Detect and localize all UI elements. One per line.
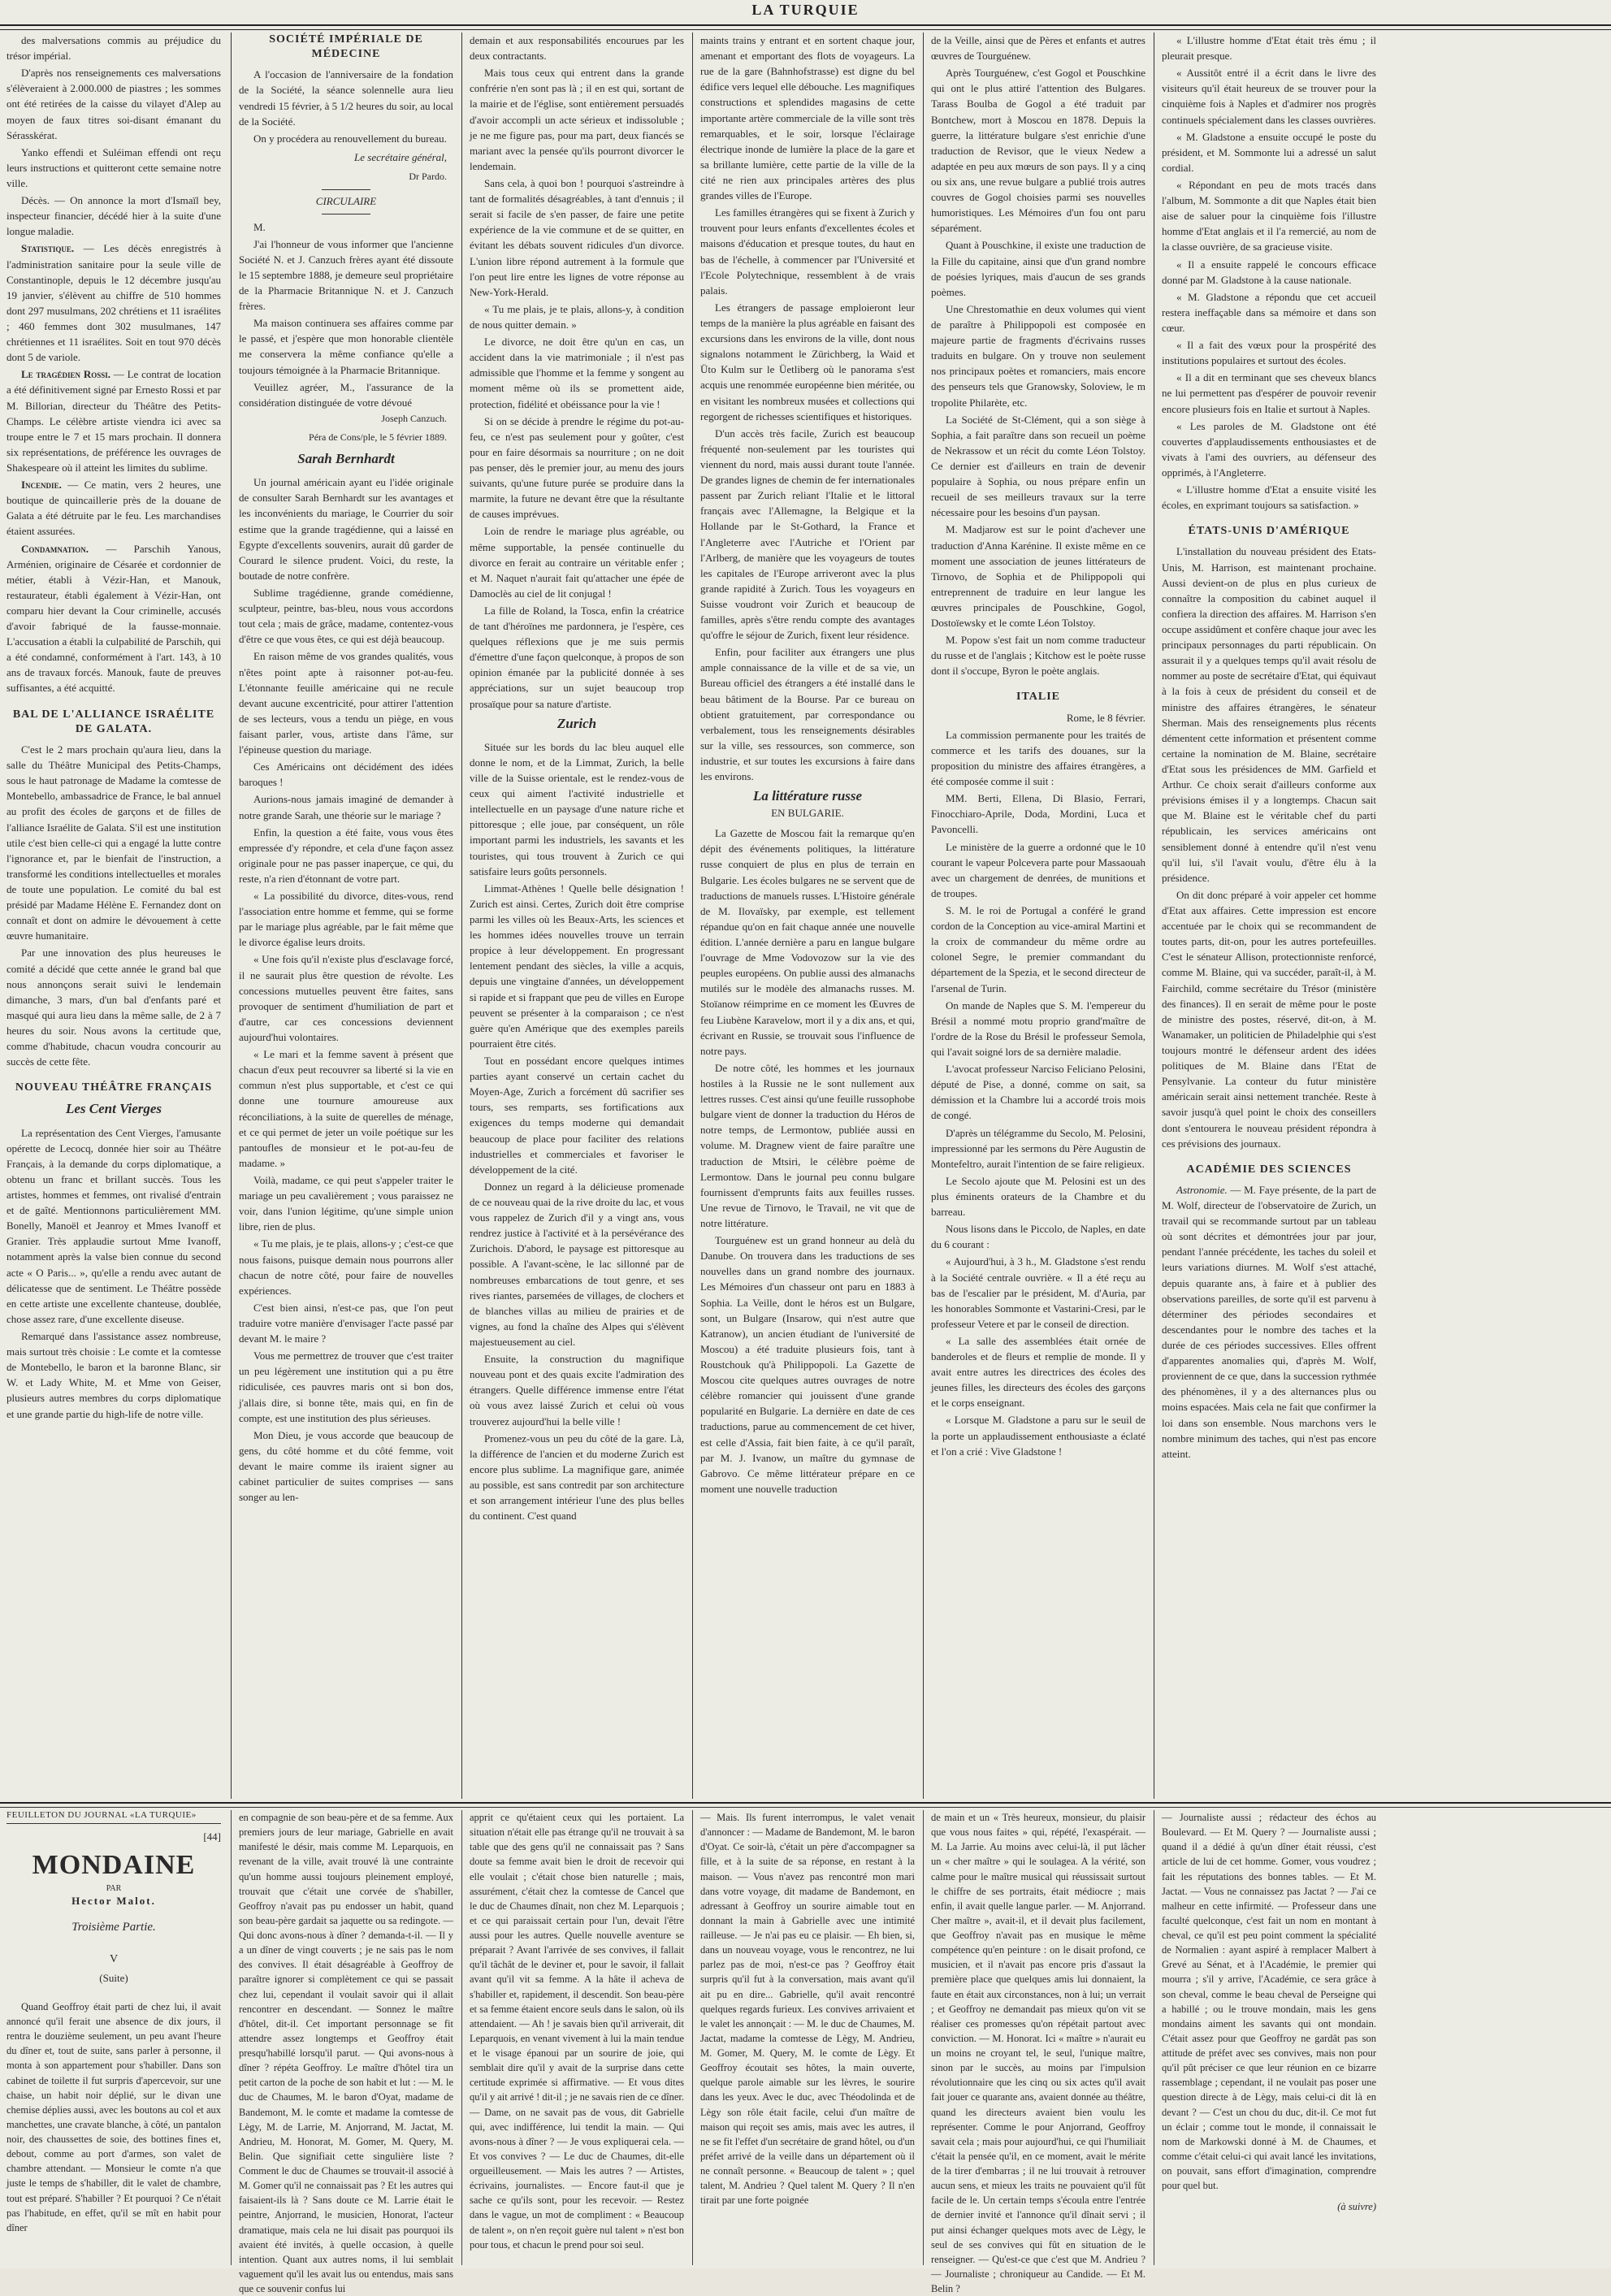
column-4 xyxy=(700,32,915,1799)
paragraph-lead: Statistique. xyxy=(21,242,75,255)
paragraph: Le tragédien Rossi. — Le contrat de location a été définitivement signé par Ernesto Rossi et par M. Billorian, directeur du Théâtre des Petits-Champs. Le célèbre artiste viendra ici avec sa troupe entre le 7 et 15 mars prochain. Il donnera six représentations, de préférence les ouvrages de Shakespeare où il atteint les limites du sublime. xyxy=(6,368,221,474)
paragraph: « Les paroles de M. Gladstone ont été couvertes d'applaudissements enthousiastes et de vivats à l'ami des ouvriers, au défenseur des opprimés, à l'Angleterre. xyxy=(1162,419,1376,479)
section-heading: ACADÉMIE DES SCIENCES xyxy=(1186,1163,1352,1176)
paragraph: M. xyxy=(253,220,266,233)
paragraph: Le ministère de la guerre a ordonné que le 10 courant le vapeur Polcevera parte pour Massaouah avec un chargement de denrées, de munitions et de troupes. xyxy=(931,840,1145,899)
column-divider xyxy=(692,32,693,1799)
section-heading: CIRCULAIRE xyxy=(315,194,377,207)
paragraph: des malversations commis au préjudice du trésor impérial. xyxy=(6,34,221,63)
paragraph: Sans cela, à quoi bon ! pourquoi s'astreindre à tant de formalités désagréables, à tant d'ennuis ; il serait si facile de s'en passer, de faire une petite expérience de la vie commune et de se quitter, en évitant les débats souvent ridicules d'un divorce. L'union libre répond autrement à la formule que l'on peut lire entre les lignes de votre réponse au New-York-Herald. xyxy=(470,176,684,298)
paragraph: « L'illustre homme d'Etat était très ému ; il pleurait presque. xyxy=(1162,34,1376,63)
paragraph: « M. Gladstone a répondu que cet accueil restera ineffaçable dans sa mémoire et dans son cœur. xyxy=(1162,290,1376,334)
paragraph: Après Tourguénew, c'est Gogol et Pouschkine qui ont le plus attiré l'attention des Bulgares. Tarass Boulba de Gogol a été traduit par Bontchew, mort à Moscou en 1878. Depuis la guerre, la littérature bulgare s'est enrichie d'une traduction de Revisor, que le vieux Nedew a adaptée en peu aux mœurs de son pays. Il y a cinq ou six ans, une revue bulgare a publié trois autres couvres de Gogol choisies parmi ses nouvelles humoristiques. Les Mémoires d'un fou ont paru séparément. xyxy=(931,67,1145,235)
paragraph: Par une innovation des plus heureuses le comité a décidé que cette année le grand bal que nous annonçons serait suivi le lendemain dimanche, 3 mars, d'un bal d'enfants paré et masqué qui aura lieu dans la même salle, de 2 à 7 heures du soir. Nous avons la certitude que, comme d'habitude, chacun voudra concourir au succès de cette fête. xyxy=(6,947,221,1068)
section-heading: BAL DE L'ALLIANCE ISRAÉLITE DE GALATA. xyxy=(12,708,215,735)
signature: Péra de Cons/ple, le 5 février 1889. xyxy=(309,431,447,444)
paragraph-lead: Astronomie. xyxy=(1176,1183,1228,1196)
paragraph: Une Chrestomathie en deux volumes qui vient de paraître à Philippopoli est composée en majeure partie de fragments d'écrivains russes traduits en bulgare. On y trouve non seulement nos principaux poètes et romanciers, mais encore des penseurs tels que Granowsky, Soloview, le m tropolite Philarète, etc. xyxy=(931,302,1145,409)
paragraph: Voilà, madame, ce qui peut s'appeler traiter le mariage un peu cavalièrement ; vous paraissez ne voir, dans l'union légitime, qu'une simple union libre, rien de plus. xyxy=(239,1174,453,1233)
column-divider xyxy=(923,1810,924,2265)
paragraph: A l'occasion de l'anniversaire de la fondation de la Société, la séance solennelle aura lieu vendredi 15 février, à 5 1/2 heures du soir, au local de la Société. xyxy=(239,68,453,128)
paragraph: Quand Geoffroy était parti de chez lui, il avait annoncé qu'il ferait une absence de dix jours, il rentra le douzième seulement, un peu avant l'heure du dîner et, tout de suite, sans parler à personne, il monta à son appartement pour s'habiller. Dans son cabinet de toilette il fut surpris d'apercevoir, sur une chaise, un habit noir déplié, sur le divan une chemise déplies aussi, avec les boutons au col et aux manchettes, une cravate blanche, à côté, un pantalon noir, des chaussettes de soie, des bottines fines et, debout, comme au port d'armes, son valet de chambre attendant. — Monsieur le comte n'a que juste le temps de s'habiller, dit le valet de chambre, tout est préparé. S'habiller ? Et pourquoi ? Ce n'était pas l'habitude, en effet, qu'il se mît en habit pour dîner xyxy=(6,2000,221,2233)
paragraph: J'ai l'honneur de vous informer que l'ancienne Société N. et J. Canzuch frères ayant été dissoute le 15 septembre 1888, je demeure seul propriétaire de la Pharmacie Britannique N. et J. Canzuch frères. xyxy=(239,237,453,313)
paragraph: Ces Américains ont décidément des idées baroques ! xyxy=(239,760,453,789)
paragraph: La fille de Roland, la Tosca, enfin la créatrice de tant d'héroïnes me pardonnera, je l'espère, ces quelques réflexions que je me suis permis d'émettre d'une façon quelconque, à propos de son opinion émanée par la publicité donnée à ses appréciations, sur un sujet beaucoup trop prosaïque pour sa nature d'artiste. xyxy=(470,604,684,710)
paragraph: Donnez un regard à la délicieuse promenade de ce nouveau quai de la rive droite du lac, et vous vous rappelez de Zurich d'il y a vingt ans, vous rendrez justice à l'activité et à la persévérance des Zurichois. D'abord, le paysage est pittoresque au possible. A l'avant-scène, le lac sillonné par de nombreuses embarcations de tout genre, et ses rives riantes, parsemées de villages, de clochers et de blanches villas au milieu de prairies et de vignes, au fond la chaîne des Alpes qui s'élèvent majestueusement au ciel. xyxy=(470,1180,684,1348)
feuilleton-title: MONDAINE xyxy=(32,1850,196,1880)
signature: Le secrétaire général, xyxy=(354,150,447,163)
paragraph: Incendie. — Ce matin, vers 2 heures, une boutique de quincaillerie près de la douane de Galata a été détruite par le feu. Les marchandises étaient assurées. xyxy=(6,479,221,538)
paragraph: Le divorce, ne doit être qu'un en cas, un accident dans la vie matrimoniale ; il n'est pas admissible que l'homme et la femme y songent au moment même où ils se promettent aide, protection, fidélité et obéissance pour la vie ! xyxy=(470,336,684,410)
section-subheading: Les Cent Vierges xyxy=(65,1101,162,1117)
paragraph: Le Secolo ajoute que M. Pelosini est un des plus éminents orateurs de la Chambre et du barreau. xyxy=(931,1174,1145,1219)
paragraph: M. Popow s'est fait un nom comme traducteur du russe et de l'anglais ; Kitchow est le poète russe dont il s'occupe, Byron le poète anglais. xyxy=(931,634,1145,678)
paragraph: D'après un télégramme du Secolo, M. Pelosini, impressionné par les sermons du Père Augustin de Montefeltro, aurait l'intention de se faire religieux. xyxy=(931,1126,1145,1170)
section-heading: SOCIÉTÉ IMPÉRIALE DE MÉDECINE xyxy=(269,33,423,61)
column-divider xyxy=(923,32,924,1799)
feuilleton-part: Troisième Partie. xyxy=(71,1921,156,1934)
section-subheading: Sarah Bernhardt xyxy=(297,451,395,467)
paragraph: « La possibilité du divorce, dites-vous, rend l'association entre homme et femme, qui se forme par le mariage plus agréable, par le fait même que le divorce égalise leurs droits. xyxy=(239,890,453,949)
paragraph: Aurions-nous jamais imaginé de demander à notre grande Sarah, une théorie sur le mariage ? xyxy=(239,793,453,821)
feuilleton-number: [44] xyxy=(203,1830,221,1843)
paragraph: Remarqué dans l'assistance assez nombreuse, mais surtout très choisie : Le comte et la comtesse de Montebello, le baron et la baronne Blanc, sir W. et Lady White, M. et Mme von Geiser, plusieurs autres membres du corps diplomatique et une grande partie du high-life de notre ville. xyxy=(6,1329,221,1420)
column-1 xyxy=(6,32,221,1799)
paragraph: C'est bien ainsi, n'est-ce pas, que l'on peut traduire votre manière d'envisager l'acte passé par devant M. le maire ? xyxy=(239,1301,453,1345)
feuilleton-column-1 xyxy=(6,1810,221,2267)
paragraph: Les familles étrangères qui se fixent à Zurich y trouvent pour leurs enfants d'excellentes écoles et maisons d'éducation et presque toutes, du haut en bas de l'échelle, à commencer par l'Université et l'Ecole Polytechnique, ressemblent à de vrais palais. xyxy=(700,206,915,297)
column-divider xyxy=(461,32,462,1799)
paragraph: Mon Dieu, je vous accorde que beaucoup de gens, du côté homme et du côté femme, voit devant le maire comme ils iraient signer au cabinet particulier de suites comprises — sans songer au len- xyxy=(239,1428,453,1504)
section-heading: NOUVEAU THÉÂTRE FRANÇAIS xyxy=(15,1081,213,1094)
paragraph-lead: Condamnation. xyxy=(21,542,89,555)
paragraph: « Il a dit en terminant que ses cheveux blancs ne lui permettent pas d'espérer de pouvoir revenir encore plusieurs fois en Italie et surtout à Naples. xyxy=(1162,371,1376,415)
paragraph: La commission permanente pour les traités de commerce et les tarifs des douanes, sur la proposition du ministre des affaires étrangères, a été composée comme il suit : xyxy=(931,728,1145,788)
paragraph: Décès. — On annonce la mort d'Ismaïl bey, inspecteur financier, décédé hier à la suite d'une longue maladie. xyxy=(6,194,221,238)
paragraph: Enfin, pour faciliter aux étrangers une plus ample connaissance de la ville et de sa vie, un Bureau officiel des étrangers a été installé dans le beau bâtiment de la Bourse. Par ce bureau on obtient gratuitement, par correspondance ou verbalement, tous les renseignements désirables sur la ville, ses ressources, son commerce, son industrie, et sur toutes les excursions à faire dans les environs. xyxy=(700,646,915,783)
paragraph: L'avocat professeur Narciso Feliciano Pelosini, député de Pise, a donné, comme on sait, sa démission et la Chambre lui a accordé trois mois de congé. xyxy=(931,1063,1145,1122)
paragraph: « Tu me plais, je te plais, allons-y ; c'est-ce que nous faisons, puisque demain nous pourrons aller chacun de notre côté, pour faire de nouvelles expériences. xyxy=(239,1237,453,1297)
paragraph: Condamnation. — Parschih Yanous, Arménien, originaire de Césarée et cordonnier de métier, établi à Vézir-Han, et Manouk, restaurateur, établi également à Vézir-Han, ont comparu hier devant la Cour criminelle, accusés d'avoir fabriqué de la fausse-monnaie. L'accusation a établi la culpabilité de Parschih, qui a été condamné, conformément à l'art. 143, à 10 ans de travaux forcés. Manouk, faute de preuves suffisantes, a été acquitté. xyxy=(6,542,221,695)
paragraph: « Le mari et la femme savent à présent que chacun d'eux peut recouvrer sa liberté si la vie en commun n'est plus supportable, et c'est ce qui donne une tournure amoureuse aux réconciliations, à la suite de querelles de ménage, et ce qui permet de jeter un voile poétique sur les pantoufles de monsieur et le pot-au-feu de madame. » xyxy=(239,1048,453,1169)
to-be-continued: (à suivre) xyxy=(1337,2201,1376,2213)
paragraph: « M. Gladstone a ensuite occupé le poste du président, et M. Sommonte lui a adressé un salut cordial. xyxy=(1162,130,1376,174)
feuilleton-column-4 xyxy=(700,1810,915,2267)
top-rule xyxy=(0,24,1611,30)
paragraph: « Il a fait des vœux pour la prospérité des institutions populaires et surtout des écoles. xyxy=(1162,339,1376,367)
paragraph: « L'illustre homme d'Etat a ensuite visité les écoles, en exprimant toujours sa satisfaction. » xyxy=(1162,483,1376,512)
paragraph: Statistique. — Les décès enregistrés à l'administration sanitaire pour la seule ville de Constantinople, depuis le 12 décembre jusqu'au 19 janvier, s'élèvent au chiffre de 510 hommes dont 297 musulmans, 202 chrétiens et 11 israélites ; 460 femmes dont 302 musulmanes, 147 chrétiennes et 11 israélites. Soit en tout 970 décès dont 5 de variole. xyxy=(6,242,221,364)
column-5 xyxy=(931,32,1145,1799)
column-6a xyxy=(1162,32,1376,1799)
feuilleton-column-3 xyxy=(470,1810,684,2267)
feuilleton-column-5 xyxy=(931,1810,1145,2294)
paragraph: Les étrangers de passage emploieront leur temps de la manière la plus agréable en faisant des excursions dans les environs de la ville, dont nous signalons notamment le Zürichberg, la Waid et Üto Kulm sur le Üetliberg où le panorama s'est acquis une renommée européenne bien méritée, ou en visitant les nombreux musées et collections qui regorgent de richesses scientifiques et historiques. xyxy=(700,301,915,422)
section-subheading: La littérature russe xyxy=(752,788,863,804)
signature: Joseph Canzuch. xyxy=(381,412,447,424)
paragraph: Sublime tragédienne, grande comédienne, sculpteur, peintre, bas-bleu, nous vous accordons tout cela ; mais de grâce, madame, contentez-vous d'être ce que vous êtes, ce qui est déjà beaucoup. xyxy=(239,586,453,646)
paragraph: « Lorsque M. Gladstone a paru sur le seuil de la porte un applaudissement enthousiaste a éclaté et l'on a crié : Vive Gladstone ! xyxy=(931,1414,1145,1458)
paragraph: Ensuite, la construction du magnifique nouveau pont et des quais excite l'admiration des étrangers. Quelle différence immense entre l'état où vous avez laissé Zurich et celui où vous trouverez aujourd'hui la belle ville ! xyxy=(470,1353,684,1427)
paragraph: « Aujourd'hui, à 3 h., M. Gladstone s'est rendu à la Société centrale ouvrière. « Il a été reçu au bas de l'escalier par le président, M. d'Auria, par les honorables Sommonte et Vastarini-Cresi, par le professeur Vetere et par le conseil de direction. xyxy=(931,1255,1145,1330)
paragraph: Astronomie. — M. Faye présente, de la part de M. Wolf, directeur de l'observatoire de Zurich, un travail qui se recommande surtout par un tableau où sont décrites et démontrées jour par jour, pendant l'année précédente, les taches du soleil et leurs variations diurnes. M. Wolf s'est attaché, depuis quarante ans, à faire et à publier des observations pareilles, de sorte qu'il est parvenu à déterminer des périodes secondaires et descendantes pour le nombre des taches et la durée de ces périodes successives. Elles offrent d'apparentes anomalies qui, d'après M. Wolf, proviennent de ce que, dans la succession rythmée des phénomènes, il y a des alternances plus ou moins espacées. Mais cela ne fait que confirmer la loi dans son ensemble. Nous marchons vers le nombre minimum des taches, qui n'est pas encore atteint. xyxy=(1162,1183,1376,1460)
paragraph: « Aussitôt entré il a écrit dans le livre des visiteurs qu'il était heureux de se trouver pour la cinquième fois à Naples et d'admirer nos progrès continuels spécialement dans les classes ouvrières. xyxy=(1162,67,1376,126)
column-divider xyxy=(231,32,232,1799)
paragraph: « Tu me plais, je te plais, allons-y, à condition de nous quitter demain. » xyxy=(470,302,684,331)
feuilleton-header: FEUILLETON DU JOURNAL «LA TURQUIE» xyxy=(6,1810,221,1824)
paragraph: Si on se décide à prendre le régime du pot-au-feu, ce n'est pas seulement pour y goûter, c'est pour en faire désormais sa nourriture ; on ne doit pas penser, dès le premier jour, au menu des jours suivants, qu'une future purée se produire dans la marmite, la future ne devant être que la résultante de causes imprévues. xyxy=(470,414,684,521)
paragraph: La Gazette de Moscou fait la remarque qu'en dépit des événements politiques, la littérature russe conquiert de plus en plus de terrain en Bulgarie. Les écoles bulgares ne se servent que de traductions de manuels russes. L'Histoire générale de M. Ilovaïsky, par exemple, est tellement répandue qu'on en fait chaque année une nouvelle édition. L'année dernière a paru en langue bulgare l'ouvrage de Mme Vodovozow sur la vie des peuples européens. On publie aussi des almanachs mutilés sur le modèle des almanachs russes. M. Stoïanow réimprime en ce moment les Œuvres de feu Liubène Karavelow, mort il y a dix ans, et qui, écrivant en Russie, se trouvait sous l'influence de notre pays. xyxy=(700,827,915,1057)
paragraph: Enfin, la question a été faite, vous vous êtes empressée d'y répondre, et cela d'une façon assez originale pour ne pas passer inaperçue, ce qui, du reste, n'a rien d'étonnant de votre part. xyxy=(239,825,453,885)
paragraph: demain et aux responsabilités encourues par les deux contractants. xyxy=(470,34,684,63)
paragraph: Ma maison continuera ses affaires comme par le passé, et j'espère que mon honorable clientèle me conservera la même confiance qu'elle a toujours témoignée à la Pharmacie Britannique. xyxy=(239,317,453,376)
paragraph: De notre côté, les hommes et les journaux hostiles à la Russie ne le sont nullement aux lettres russes. C'est ainsi qu'une feuille russophobe bulgare vient de donner la traduction du Héros de notre temps, de Lermontow, publiée aussi en volume. M. Dragnew vient de faire paraître une traduction de Mtsiri, le célèbre poème de Lermontow. Dans le journal peu connu bulgare fournissent d'emprunts faits aux feuilles russes. Une revue de Tirnovo, le Travail, ne vit que de notre littérature. xyxy=(700,1061,915,1229)
paragraph: Située sur les bords du lac bleu auquel elle donne le nom, et de la Limmat, Zurich, la belle ville de la Suisse orientale, est le rendez-vous de ceux qui aiment l'activité industrielle et intellectuelle en un paysage d'une nature riche et pittoresque ; elle joue, par conséquent, un rôle important parmi les industriels, les savants et les touristes, qui tous trouvent à Zurich ce qui satisfaire leurs goûts personnels. xyxy=(470,740,684,877)
feuilleton-rule xyxy=(0,1802,1611,1808)
paragraph: maints trains y entrant et en sortent chaque jour, amenant et emportant des flots de voyageurs. La rue de la gare (Bahnhofstrasse) est digne du bel édifice vers lequel elle débouche. Les magnifiques constructions et splendides magasins de cette importante artère commerciale de la ville sont très remarquables, et le soir, lorsque l'éclairage électrique inonde de lumière la place de la gare et sa brillante lumière, cette partie de la ville de la cité ne rien aux principales artères des plus grandes villes de l'Europe. xyxy=(700,34,915,202)
paragraph: Vous me permettrez de trouver que c'est traiter un peu légèrement une institution qui a pu être ridiculisée, ces pauvres maris ont si bon dos, j'allais dire, si bonne tête, mais qui, en fin de compte, est une institution des plus sérieuses. xyxy=(239,1349,453,1424)
feuilleton-suite: (Suite) xyxy=(99,1972,128,1985)
feuilleton-column-6 xyxy=(1162,1810,1376,2267)
paragraph: C'est le 2 mars prochain qu'aura lieu, dans la salle du Théâtre Municipal des Petits-Champs, sous le haut patronage de Madame la comtesse de Montebello, ambassadrice de France, le bal annuel au profit des écoles de garçons et de filles de l'alliance Israélite de Galata. S'il est une institution utile c'est bien celle-ci qui a engagé la lutte contre l'ignorance et, par le bienfait de l'instruction, a transformé les conditions intellectuelles et morales de toute une population. Le comité du bal est présidé par Madame Hélène E. Fernandez dont on connaît et dont on admire le dévouement à cette œuvre humanitaire. xyxy=(6,743,221,942)
paragraph: Limmat-Athènes ! Quelle belle désignation ! Zurich est ainsi. Certes, Zurich doit être comprise parmi les villes où les Beaux-Arts, les sciences et les hommes idées nouvelles trouve un terrain propice à leur développement. En progressant lentement pendant des siècles, la ville a acquis, depuis une vingtaine d'années, un développement si rapide et si frappant que peu de villes en Europe peuvent se présenter à la comparaison ; ce n'est guère qu'en Amérique que des exemples pareils pourraient être cités. xyxy=(470,882,684,1050)
section-heading: ÉTATS-UNIS D'AMÉRIQUE xyxy=(1188,525,1350,538)
section-heading: ITALIE xyxy=(1016,691,1060,704)
masthead-title: LA TURQUIE xyxy=(751,2,860,18)
paragraph: Veuillez agréer, M., l'assurance de la considération distinguée de votre dévoué xyxy=(239,380,453,409)
section-subheading: Zurich xyxy=(556,715,597,731)
paragraph: Un journal américain ayant eu l'idée originale de consulter Sarah Bernhardt sur les avantages et les inconvénients du mariage, le Courrier du soir estime que la grande tragédienne, qui a laissé en Egypte d'excellents souvenirs, aurait dû garder de Courard le silence prudent. Voici, du reste, la boutade de notre confrère. xyxy=(239,476,453,582)
signature: Dr Pardo. xyxy=(409,171,447,183)
paragraph: Nous lisons dans le Piccolo, de Naples, en date du 6 courant : xyxy=(931,1223,1145,1251)
divider xyxy=(322,189,370,190)
paragraph: de la Veille, ainsi que de Pères et enfants et autres œuvres de Tourguénew. xyxy=(931,34,1145,63)
paragraph: Quant à Pouschkine, il existe une traduction de la Fille du capitaine, ainsi que d'un grand nombre de poésies lyriques, mais d'aucun de ses grands poèmes. xyxy=(931,239,1145,298)
paragraph: La Société de St-Clément, qui a son siège à Sophia, a fait paraître dans son recueil un poème de Nekrassow et un récit du comte Léon Tolstoy. Ce dernier est d'ailleurs en train de devenir populaire à Sophia, ou nous prépare enfin un recueil de ses meilleurs travaux sur la terre nécessaire pour les besoins d'un paysan. xyxy=(931,413,1145,519)
paragraph-lead: Incendie. xyxy=(21,479,62,492)
paragraph: « Une fois qu'il n'existe plus d'esclavage forcé, il ne saurait plus être question de révolte. Les concessions mutuelles peuvent être faites, sans provoquer de sentiment d'humiliation de part et d'autre, car ces concessions deviennent aujourd'hui volontaires. xyxy=(239,953,453,1044)
paragraph: D'un accès très facile, Zurich est beaucoup fréquenté non-seulement par les touristes qui viennent du nord, mais aussi durant toute l'année. De grandes lignes de chemin de fer internationales passent par Zurich reliant l'Italie et le littoral français avec l'Allemagne, la Belgique et la Hollande par le St-Gothard, la France et l'Angleterre avec l'Autriche et l'Orient par l'Arlberg, de manière que les voyageurs de toutes les capitales de l'Europe arriveront avec la plus grande rapidité à Zurich. Tous les voyageurs en Suisse voudront voir Zurich et beaucoup de familles, après s'être rendu compte des avantages qu'offre le séjour de Zurich, fixent leur résidence. xyxy=(700,427,915,642)
paragraph: en compagnie de son beau-père et de sa femme. Aux premiers jours de leur mariage, Gabrielle en avait manifesté le désir, mais comme M. Leparquois, en revenant de la ville, avait trouvé là une contrainte qu'un homme aussi toujours pleinement employé, trouvait que c'était une corvée de s'habiller, Geoffroy n'avait pas pu endosser un habit, quand son beau-père gardait sa jaquette ou sa redingote. — Qui donc avons-nous à dîner ? demanda-t-il. — Il y a un dîner de vingt couverts ; je ne sais pas le nom des convives. Il était désagréable à Geoffroy de paraître ignorer si complètement ce qui se passait chez lui, cependant il voulait savoir qui il allait rencontrer en descendant. — Sonnez le maître d'hôtel, dit-il. Cet important personnage se fit attendre assez longtemps et Geoffroy était presqu'habillé lorsqu'il parut. — Qui avons-nous à dîner ? répéta Geoffroy. Le maître d'hôtel tira un petit carton de la poche de son habit et lut : — M. le duc de Chaumes, M. le baron d'Oyat, madame de Bandemont, M. le comte et madame la comtesse de Lègy, M. de Larrie, M. Anjorrand, M. Jactat, M. Andrieu, M. Honorat, M. Gomer, M. Query, M. Belin. Que signifiait cette singulière liste ? Comment le duc de Chaumes se trouvait-il associé à M. Gomer qu'il ne connaissait pas ? Et les autres qui faisaient-ils là ? Sans doute ce M. Larrie était le peintre, Anjorrand, le musicien, Honorat, l'acteur dramatique, mais cela ne lui disait pas pourquoi ils avaient été invités, à quelle occasion, à quelle intention. Quant aux autres noms, il lui semblait vaguement qu'il les avait lus ou entendus, mais sans que ce souvenir confus lui xyxy=(239,1812,453,2294)
paragraph: Tout en possédant encore quelques intimes parties ayant conservé un certain cachet du Moyen-Age, Zurich a forcément dû sacrifier ses tours, ses remparts, ses fortifications aux exigences du temps moderne qui demandait beaucoup de place pour faciliter des relations industrielles et commerciales et favoriser le développement de la cité. xyxy=(470,1054,684,1176)
paragraph: apprit ce qu'étaient ceux qui les portaient. La situation n'était elle pas étrange qu'il ne trouvait à sa table que des gens qu'il ne connaissait pas ? Sans doute sa femme avait bien le droit de recevoir qui elle voulait ; c'était chose bien naturelle ; mais, assurément, c'était chez la comtesse de Cancel que le duc de Chaumes dînait, non chez M. Leparquois ; et ce qui paraissait certain pour l'un, devait l'être aussi pour les autres. Quelle nouvelle aventure se préparait ? Avant l'arrivée de ses convives, il fallait qu'il tâchât de le deviner et, pour le savoir, il fallait avant qu'il vit sa femme. A la hâte il acheva de s'habiller et, rapidement, il descendit. Son beau-père et sa femme étaient encore seuls dans le salon, où ils attendaient. — Ah ! je savais bien qu'il arriverait, dit Leparquois, en venant vivement à lui la main tendue et le visage épanoui par un sourire de joie, qui semblait dire qu'il y avait de la surprise dans cette certitude exprimée si affirmative. — Et vous dites qu'il y ait arrivé ! dit-il ; je ne savais rien de ce dîner. — Dame, on ne savait pas de vous, dit Gabrielle qui, avec indifférence, lui tendit la main. — Qui avons-nous à dîner ? — Je vous expliquerai cela. — Et vos convives ? — Le duc de Chaumes, dit-elle orgueilleusement. — Mais les autres ? — Artistes, écrivains, journalistes. — Encore faut-il que je sache ce qu'ils sont, pour les recevoir. — Restez dans le vague, un mot de compliment : « Beaucoup de talent », on n'en reçoit guère nul talent » n'est bon pour tous, et chacun le prend pour soi seul. xyxy=(470,1812,684,2251)
paragraph: « Il a ensuite rappelé le concours efficace donné par M. Gladstone à la cause nationale. xyxy=(1162,258,1376,286)
paragraph: On y procédera au renouvellement du bureau. xyxy=(253,132,447,145)
paragraph: — Mais. Ils furent interrompus, le valet venait d'annoncer : — Madame de Bandemont, M. le baron d'Oyat. Ce soir-là, c'était un père d'accompagner sa fille, et à la suite de sa réponse, en restant à la maison. — Vous n'avez pas rencontré mon mari dans votre voyage, dit madame de Bandemont, en adressant à Geoffroy un sourire aimable tout en donnant la main à Gabrielle avec une intimité railleuse. — Je n'ai pas eu ce plaisir. — Eh bien, si, dans un nouveau voyage, vous le rencontrez, ne lui parlez pas de moi, n'est-ce pas ? Geoffroy était surpris qu'il fut à la conversation, mais avant qu'il ait pu en dire... Gabrielle, qu'il avait rencontré quelques regards furieux. Les convives arrivaient et le valet les annonçait : — M. le duc de Chaumes, M. Jactat, madame la comtesse de Lègy, M. Andrieu, M. Gomer, M. Query, M. le comte de Lègy. Et Geoffroy écoutait ses hôtes, la main ouverte, quelque parole aimable sur les lèvres, le sourire dans les yeux. Avec le duc, avec Théodolinda et de Lègy son rôle était facile, celui d'un maître de maison qui reçoit ses amis, mais avec les autres, il ne se fit l'effet d'un secrétaire de grand hôtel, ou d'un préfet arrivé de la veille dans un département où il ne connaît personne. « Beaucoup de talent » ; quel talent, M. Andrieu ? Quel talent M. Query ? Il n'en tirait par une forte poignée xyxy=(700,1812,915,2207)
column-3 xyxy=(470,32,684,1799)
paragraph: de main et un « Très heureux, monsieur, du plaisir que vous nous faites » qui, répété, l'exaspérait. — M. La Jarrie. Au moins avec celui-là, il put lâcher un « cher maître » qui le soulagea. A la vérité, son calme pour le maître musical qui réussissait surtout le chiffre de ses portraits, était médiocre ; mais enfin, il avait quelle langue parler. — M. Anjorrand. Cher maître », avait-il, et il devait plus facilement, que Geoffroy n'avait pas en musique le même compétence qu'en peinture : on le disait profond, ce musicien, et il n'avait pas encore pris d'assaut la première place que quelques amis lui donnaient, la faute en était aux circonstances, non à lui; un verrait ; et Geoffroy ne demandait pas mieux qu'on vit se réaliser ces promesses qu'on répétait partout avec conviction. — M. Honorat. Ici « maître » n'aurait eu un moins ne croyant tel, le seul, l'unique maître, sinon par le succès, au moins par l'impulsion révolutionnaire que les cinq ou six actes qu'il avait fait jouer ce quarante ans, avaient donnée au théâtre, quand les directeurs avaient bien voulu les représenter. Comme le pour Anjorrand, Geoffroy savait cela ; mais pour aujourd'hui, ce qui l'humiliait c'était la pensée qu'il, en ce moment, avait le mérite de la tirer d'embarras ; il ne lui trouvait à retrouver aucun sens, et mieux les traits ne pouvaient qu'il fût facile de le. Un certain temps s'écoula entre l'entrée de dernier invité et l'annonce qu'il dînait servi ; il put ainsi échanger quelques mots avec de Lègy, le seul de ses convives qui fût en situation de le renseigner. — Qu'est-ce que c'est que M. Andrieu ? — Journaliste ; chroniqueur au Candide. — Et M. Belin ? xyxy=(931,1812,1145,2294)
paragraph-lead: Le tragédien Rossi. xyxy=(21,368,110,381)
paragraph: On mande de Naples que S. M. l'empereur du Brésil a nommé motu proprio grand'maître de l'ordre de la Rose du Brésil le professeur Semola, qui l'avait soigné lors de sa dernière maladie. xyxy=(931,999,1145,1058)
paragraph: Promenez-vous un peu du côté de la gare. Là, la différence de l'ancien et du moderne Zurich est encore plus sublime. La magnifique gare, animée au possible, est sans contredit par son architecture et son arrangement intérieur l'une des plus belles du continent. C'est quand xyxy=(470,1432,684,1523)
paragraph: En raison même de vos grandes qualités, vous n'êtes point apte à raisonner pot-au-feu. L'étonnante feuille américaine qui ne recule devant aucune excentricité, pour attirer l'attention de ses lecteurs, vous a tendu un piège, en vous faisant parler, vous, artiste dans l'âme, sur l'épineuse question du mariage. xyxy=(239,650,453,756)
column-divider xyxy=(231,1810,232,2265)
feuilleton-column-2 xyxy=(239,1810,453,2294)
paragraph: M. Madjarow est sur le point d'achever une traduction d'Anna Karénine. Il existe même en ce moment une association de jeunes littérateurs de Tirnovo, de Sophia et de Philippopoli qui entreprennent de traduire en leur langue les œuvres principales de Pouschkine, Gogol, Dostoïewsky et le comte Léon Tolstoy. xyxy=(931,523,1145,630)
paragraph: On dit donc préparé à voir appeler cet homme d'Etat aux affaires. Cette impression est encore accentuée par le choix qui se recommandent de toutes parts, dit-on, pour les autres portefeuilles. C'est le sénateur Allison, protectionniste renforcé, comme M. Blaine, qui va succéder, paraît-il, à M. Fairchild, comme secrétaire du Trésor (ministère des finances). Il en serait de même pour le poste de ministre des postes, réservé, dit-on, à M. Wanamaker, un politicien de Philadelphie qui s'est toujours montré le défenseur ardent des idées politiques de M. Blaine dans l'Etat de Pensylvanie. La conteur du futur ministère américain serait ainsi nettement tranchée. Reste à savoir jusqu'à quel point le choix des conseillers dont s'entourera le nouveau président répondra à ces prévisions des journaux. xyxy=(1162,888,1376,1150)
paragraph: Loin de rendre le mariage plus agréable, ou même supportable, la pensée continuelle du divorce en ferait au contraire un véritable enfer ; et M. Naquet n'aurait fait qu'attacher une épée de Damoclès au ciel de lit conjugal ! xyxy=(470,525,684,600)
feuilleton-author: Hector Malot. xyxy=(71,1895,156,1907)
feuilleton-chapter: V xyxy=(109,1952,119,1965)
paragraph: D'après nos renseignements ces malversations s'élèveraient à 2.000.000 de piastres ; les sommes ont été retirées de la caisse du vilayet d'Alep au moyen de faux titres soi-disant émanant du Sérasskérat. xyxy=(6,67,221,141)
column-divider xyxy=(692,1810,693,2265)
column-2 xyxy=(239,32,453,1799)
paragraph: Mais tous ceux qui entrent dans la grande confrérie n'en sont pas là ; il en est qui, sortant de la mairie et de l'église, sont entièrement persuadés d'avoir accompli un acte sérieux et indissoluble ; je ne me figure pas, pour ma part, deux fiancés se mariant avec la pensée qu'ils pourront divorcer le lendemain. xyxy=(470,67,684,172)
paragraph: L'installation du nouveau président des Etats-Unis, M. Harrison, est maintenant prochaine. Aussi devient-on de plus en plus curieux de connaître la composition du cabinet auquel il confiera la direction des affaires. M. Harrison s'en occupe assidûment et confère chaque jour avec les principaux personnages du parti républicain. On assurait il y a quelques temps qu'il avait résolu de nommer au poste de secrétaire d'Etat, qui équivaut à la fois à ceux de président du conseil et de ministre des affaires étrangères, le sénateur Sherman. Mais des renseignements plus récents démentent cette information et présentent comme certaine la nomination de M. Blaine, secrétaire d'Etat sous les présidences de MM. Garfield et Arthur. Ce choix serait d'ailleurs conforme aux prévisions émises il y a longtemps. Chacun sait que M. Blaine est le véritable chef du parti républicain, les services américains ont sensiblement donné à entendre qu'il n'est venu qu'il lui, s'il l'avait voulu, d'être élu à la présidence. xyxy=(1162,545,1376,884)
dateline: Rome, le 8 février. xyxy=(1066,711,1145,724)
paragraph: — Journaliste aussi ; rédacteur des échos au Boulevard. — Et M. Query ? — Journaliste aussi ; quand il a dédié à qu'un dîner était réussi, c'est article de lui de cet homme. Gomer, vous voudrez ; fait les réputations des bonnes tables. — Et M. Jactat. — Vous ne connaissez pas Jactat ? — J'ai ce malheur en cette infirmité. — Professeur dans une faculté quelconque, c'est fait un nom en montant à cheval, ce qu'il est peu point comment la spécialité de Normalien : ayant aspiré à remplacer Malbert à Grevé au Sénat, et à l'Académie, le premier qui mourra ; s'il y arrive, l'Académie, ce sera grâce à son cheval, comme le beau cheval de Perseigne qui a habillé ; ou le trouve mondain, mais les gens mondains aiment les savants qui ont mondain. C'était assez pour que Geoffroy ne gardât pas son attitude de préfet avec ses convives, mais non pour qu'il pût préciser ce que leur réunion en ce bizarre rassemblage ; cependant, il ne voulait pas poser une question directe à de Lègy, mais celui-ci dit là en devant ? — C'est un chou du duc, dit-il. Ce mot fut un éclair ; comme tout le monde, il connaissait le nom de Markowski donné à M. de Chaumes, et comme c'était celui-ci qui avait lancé les invitations, on pouvait, sans effort d'imagination, comprendre pour quel but. xyxy=(1162,1812,1376,2192)
paragraph: Tourguénew est un grand honneur au delà du Danube. On trouvera dans les traductions de ses nouvelles dans un grand nombre des journaux. Les Mémoires d'un chasseur ont paru en 1883 à Sophia. La Veille, dont le héros est un Bulgare, sont, un Bulgare (Insarow, qui n'est autre que Katranow), un ancien étudiant de l'université de Moscou) a été traduite plusieurs fois, tant à Roustchouk qu'à Philippopoli. La Gazette de Moscou cite quelques autres ouvrages de notre célèbre romancier qui jouissent d'une grande popularité en Bulgarie. La dernière en date de ces traductions, parue au commencement de cet hiver, est celle d'Assia, fait bien faite, à ce qu'il paraît, par M. J. Ivanow, un maître du gymnase de Gabrovo. Ce même littérateur prépare en ce moment une nouvelle traduction xyxy=(700,1234,915,1495)
column-divider xyxy=(461,1810,462,2265)
paragraph: « Répondant en peu de mots tracés dans l'album, M. Sommonte a dit que Naples était bien aise de saluer pour la cinquième fois l'illustre homme d'Etat anglais et il l'a remercié, au nom de la classe ouvrière, de sa gracieuse visite. xyxy=(1162,178,1376,253)
feuilleton-par: PAR xyxy=(106,1884,122,1893)
section-heading: EN BULGARIE. xyxy=(771,807,844,820)
paragraph: Yanko effendi et Suléiman effendi ont reçu leurs instructions et quitteront cette semaine notre ville. xyxy=(6,145,221,189)
paragraph: S. M. le roi de Portugal a conféré le grand cordon de la Conception au vice-amiral Martini et la croix de commandeur du même ordre au colonel Segre, le premier commandant du département de la Spezia, et le second directeur de l'arsenal de Turin. xyxy=(931,903,1145,994)
paragraph: « La salle des assemblées était ornée de banderoles et de fleurs et remplie de monde. Il y avait entre autres les directrices des écoles des jeunes filles, les directeurs des écoles des garçons et le corps enseignant. xyxy=(931,1334,1145,1410)
paragraph: La représentation des Cent Vierges, l'amusante opérette de Lecocq, donnée hier soir au Théâtre Français, à la demande du corps diplomatique, a obtenu un franc et brillant succès. Tous les artistes, hommes et femmes, ont rivalisé d'entrain et de gaîté. Mentionnons particulièrement MM. Bonelly, Manoël et Jeanroy et Mmes Ivanoff et Granier. Très applaudie surtout Mme Ivanoff, notamment après la valse bien connue du second acte « O Paris... », qu'elle a rendu avec autant de délicatesse que de sentiment. Le Théâtre possède en cette artiste une excellente chanteuse, doublée, chose assez rare, d'une excellente diseuse. xyxy=(6,1126,221,1325)
paragraph: MM. Berti, Ellena, Di Blasio, Ferrari, Finocchiaro-Aprile, Doda, Mordini, Luca et Pavoncelli. xyxy=(931,792,1145,836)
